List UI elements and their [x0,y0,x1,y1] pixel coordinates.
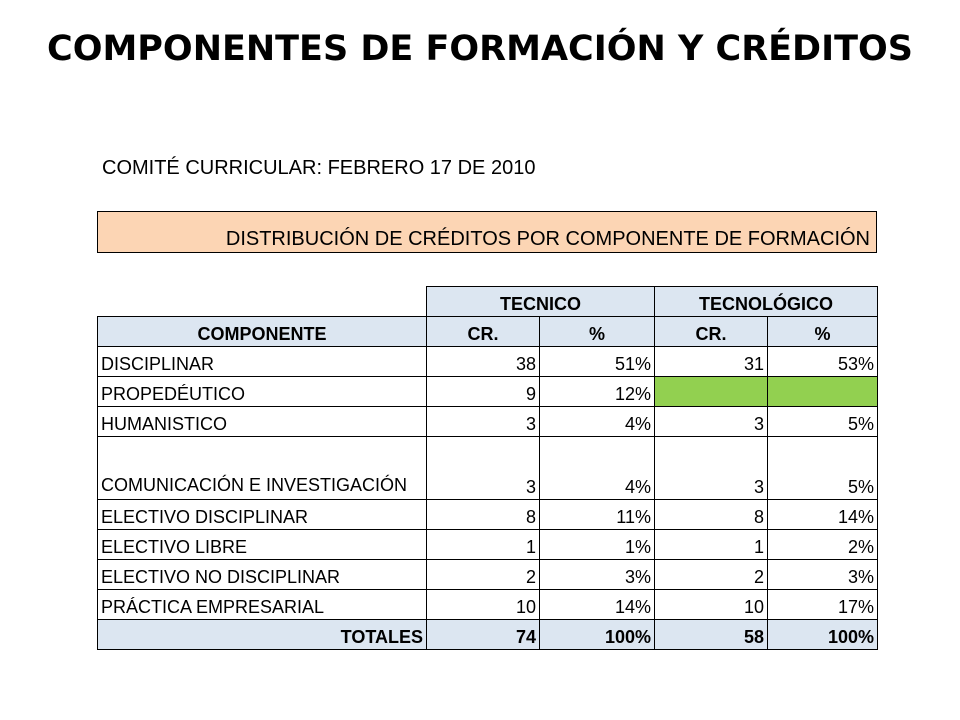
tec-pct-cell: 14% [540,590,655,620]
distribution-header-box [97,211,877,253]
tec-cr-cell: 8 [427,500,540,530]
tgo-cr-empty-cell [655,377,768,407]
tec-cr-cell: 2 [427,560,540,590]
tgo-cr-cell: 2 [655,560,768,590]
tec-pct-cell: 4% [540,437,655,500]
column-header-tec-cr: CR. [427,317,540,347]
componente-cell: PRÁCTICA EMPRESARIAL [98,590,427,620]
totals-tgo-cr: 58 [655,620,768,650]
page-title: COMPONENTES DE FORMACIÓN Y CRÉDITOS [47,29,913,69]
tgo-pct-cell: 5% [768,437,878,500]
tec-cr-cell: 1 [427,530,540,560]
tgo-cr-cell: 8 [655,500,768,530]
tgo-cr-cell: 3 [655,437,768,500]
tec-cr-cell: 3 [427,407,540,437]
tgo-cr-cell: 3 [655,407,768,437]
totals-tgo-pct: 100% [768,620,878,650]
table-row [98,590,878,620]
totals-row [98,620,878,650]
tgo-pct-cell: 17% [768,590,878,620]
componente-cell: HUMANISTICO [98,407,427,437]
table-row [98,437,878,500]
tgo-cr-cell: 10 [655,590,768,620]
componente-cell: ELECTIVO NO DISCIPLINAR [98,560,427,590]
group-header-tecnico: TECNICO [427,287,655,317]
tec-pct-cell: 3% [540,560,655,590]
column-header-componente: COMPONENTE [98,317,427,347]
table-row [98,560,878,590]
table-row [98,530,878,560]
column-header-tgo-pct: % [768,317,878,347]
table-row [98,500,878,530]
distribution-header-label: DISTRIBUCIÓN DE CRÉDITOS POR COMPONENTE DE FORMACIÓN [225,228,870,250]
componente-cell: COMUNICACIÓN E INVESTIGACIÓN [98,437,427,500]
tec-pct-cell: 4% [540,407,655,437]
totals-tec-cr: 74 [427,620,540,650]
tgo-pct-cell: 14% [768,500,878,530]
componente-cell: ELECTIVO DISCIPLINAR [98,500,427,530]
group-header-row [98,287,878,317]
componente-cell: ELECTIVO LIBRE [98,530,427,560]
tgo-cr-cell: 1 [655,530,768,560]
credits-table [97,286,878,650]
tec-cr-cell: 9 [427,377,540,407]
tgo-pct-cell: 53% [768,347,878,377]
tec-cr-cell: 3 [427,437,540,500]
tgo-pct-cell: 2% [768,530,878,560]
tgo-pct-cell: 5% [768,407,878,437]
group-header-tecnologico: TECNOLÓGICO [655,287,878,317]
tgo-pct-empty-cell [768,377,878,407]
tec-cr-cell: 10 [427,590,540,620]
componente-cell: DISCIPLINAR [98,347,427,377]
tec-pct-cell: 1% [540,530,655,560]
tec-pct-cell: 11% [540,500,655,530]
column-header-tec-pct: % [540,317,655,347]
tec-cr-cell: 38 [427,347,540,377]
tec-pct-cell: 12% [540,377,655,407]
table-row [98,377,878,407]
column-header-row [98,317,878,347]
componente-cell: PROPEDÉUTICO [98,377,427,407]
tgo-cr-cell: 31 [655,347,768,377]
table-row [98,407,878,437]
tgo-pct-cell: 3% [768,560,878,590]
committee-date-subtitle: COMITÉ CURRICULAR: FEBRERO 17 DE 2010 [102,157,536,179]
tec-pct-cell: 51% [540,347,655,377]
totals-label: TOTALES [98,620,427,650]
column-header-tgo-cr: CR. [655,317,768,347]
totals-tec-pct: 100% [540,620,655,650]
blank-corner-cell [98,287,427,317]
table-row [98,347,878,377]
